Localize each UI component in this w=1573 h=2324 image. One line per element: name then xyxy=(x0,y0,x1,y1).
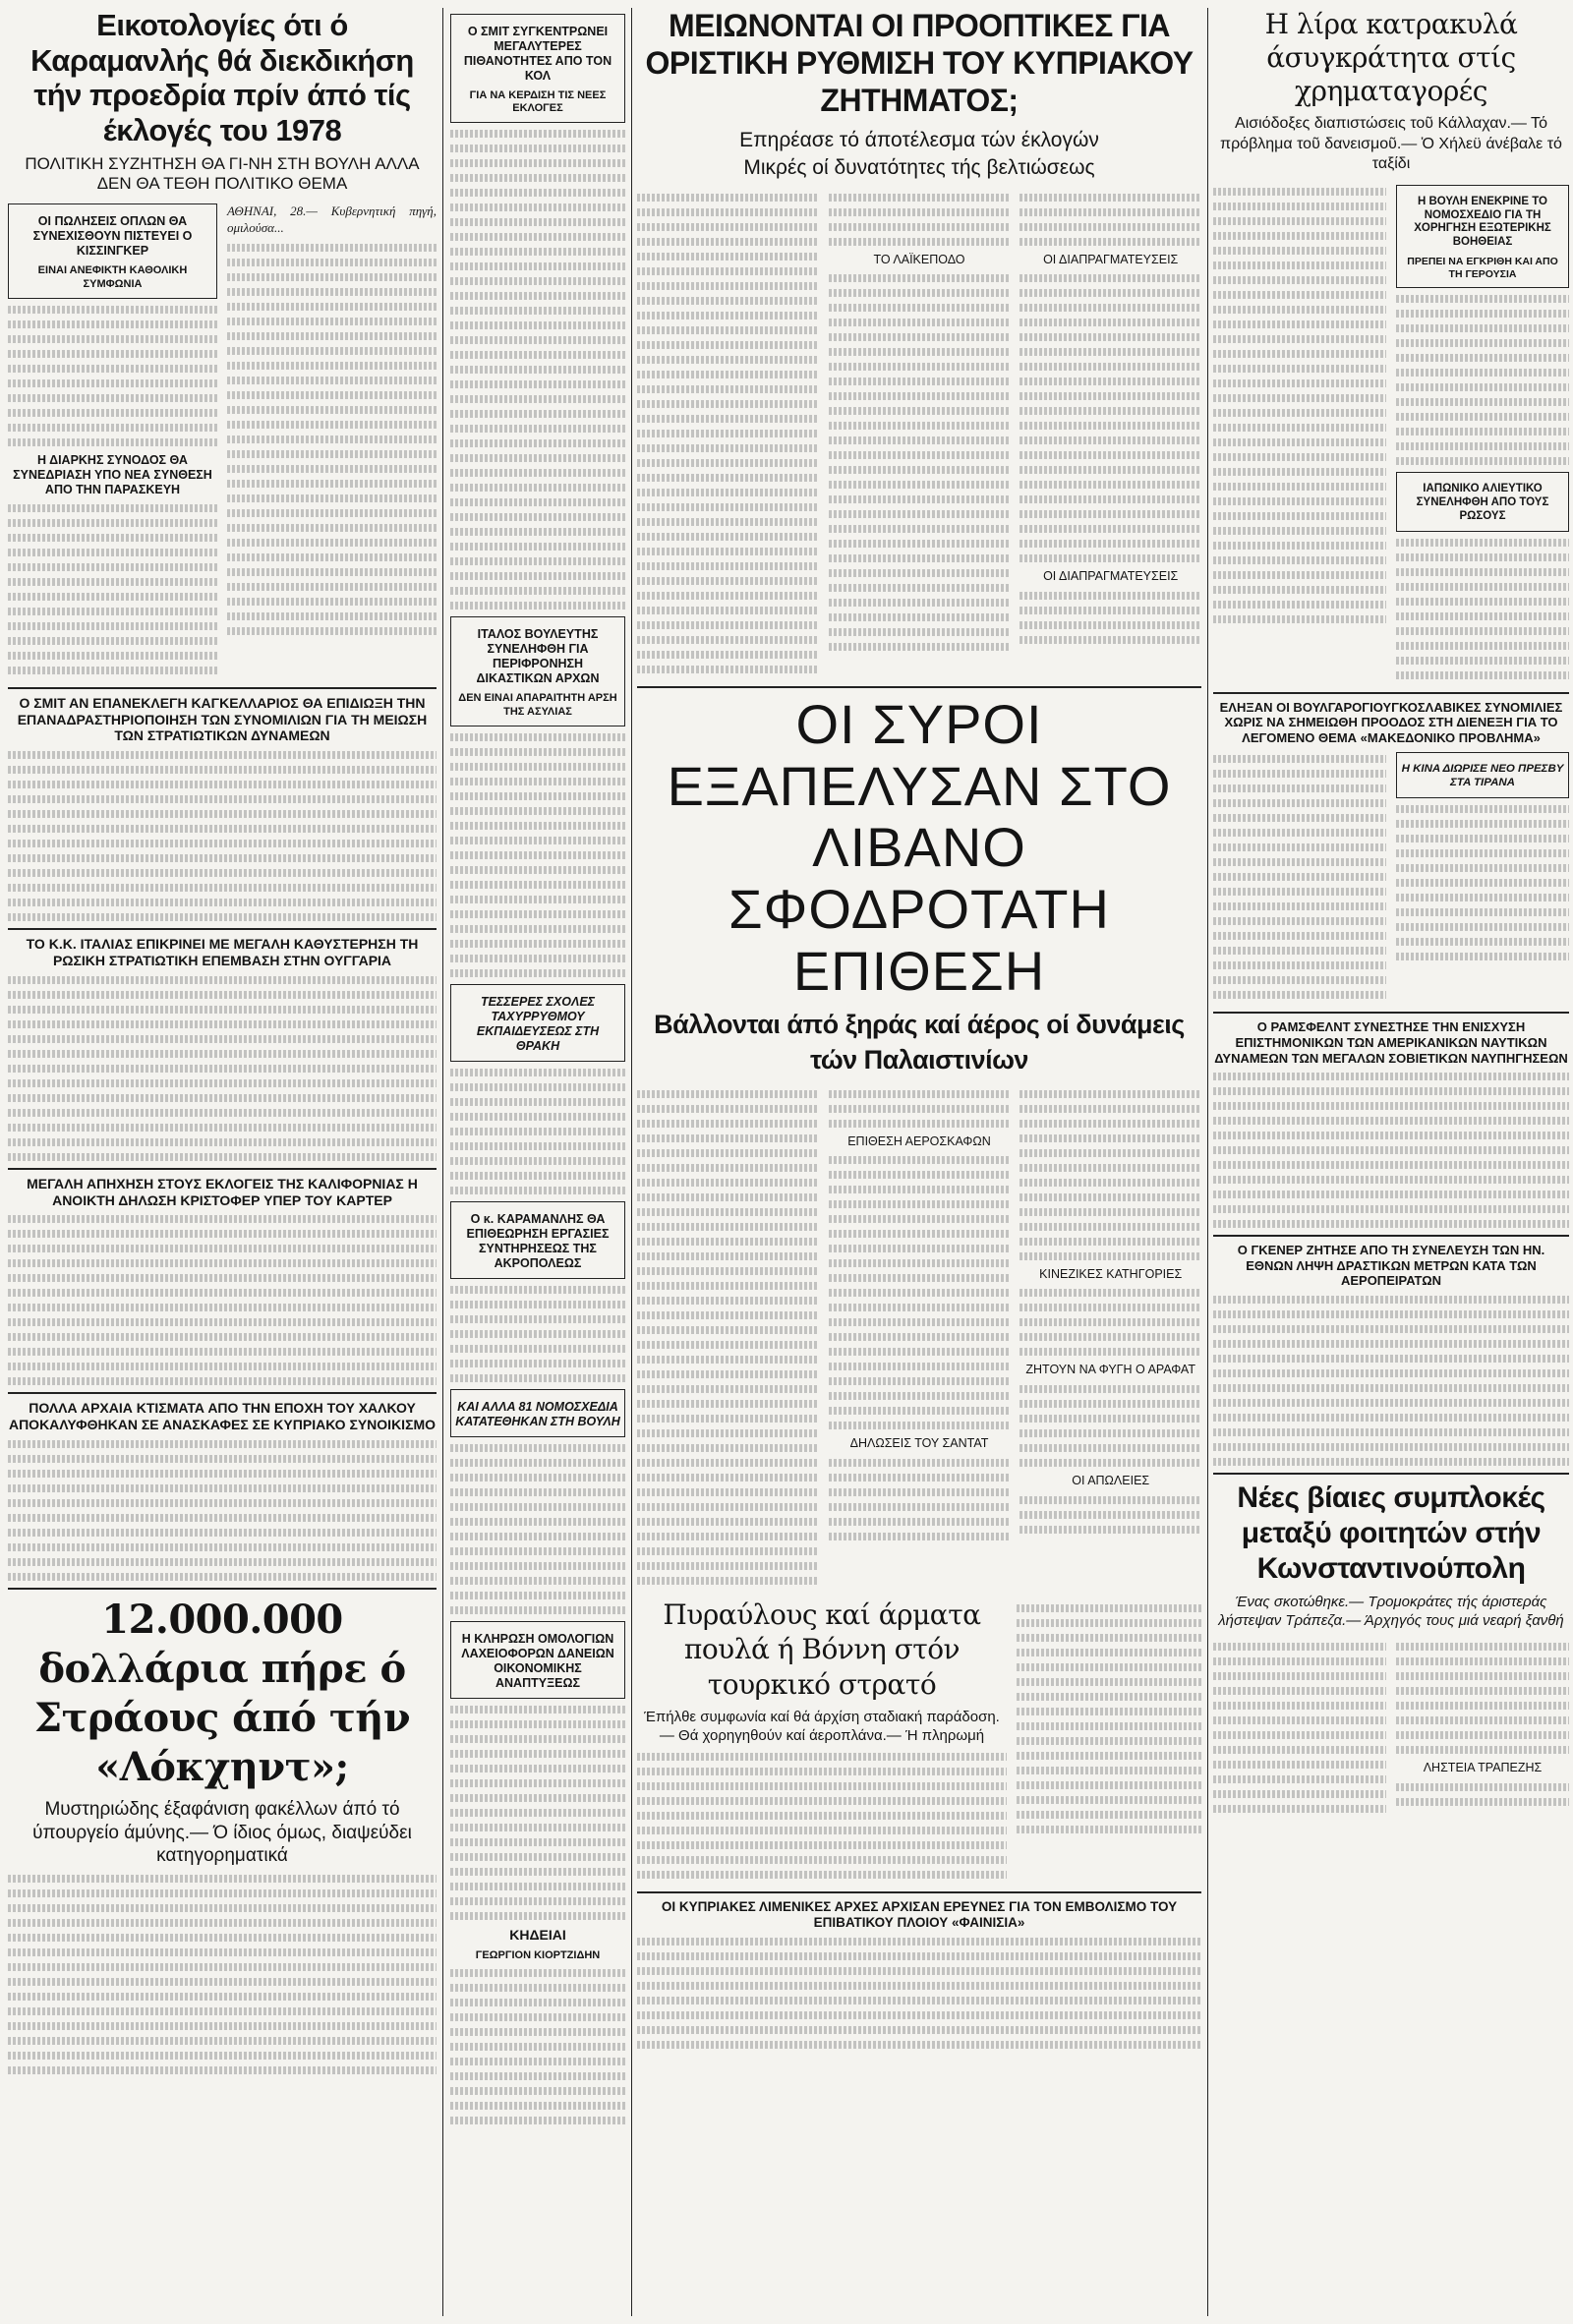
column-rule xyxy=(631,8,632,2316)
divider xyxy=(1213,692,1569,694)
head-rumsfeld: Ο ΡΑΜΣΦΕΛΝΤ ΣΥΝΕΣΤΗΣΕ ΤΗΝ ΕΝΙΣΧΥΣΗ ΕΠΙΣΤΗΜΟΝΙΚΩΝ ΤΩΝ ΑΜΕΡΙΚΑΝΙΚΩΝ ΝΑΥΤΙΚΩΝ ΔΥΝΑΜΕΩΝ ΤΩΝ ΜΕΓΑΛΩΝ ΣΟΒΙΕΤΙΚΩΝ ΝΑΥΠΗΓΗΣΕΩΝ xyxy=(1214,1019,1568,1066)
subhead-strauss: Μυστηριώδης έξαφάνιση φακέλλων άπό τό ύπουργείο άμύνης.— Ό ίδιος όμως, διαψεύδει κατηγορηματικά xyxy=(32,1798,412,1867)
subhead-lira: Αισιόδοξες διαπιστώσεις τοῦ Κάλλαχαν.— Τό πρόβλημα τοῦ δανεισμοῦ.— Ὁ Χήλεϋ άνέβαλε τό ταξίδι xyxy=(1220,115,1562,173)
head-negotiations-2: ΟΙ ΔΙΑΠΡΑΓΜΑΤΕΥΣΕΙΣ xyxy=(1043,569,1179,584)
text-block xyxy=(1396,805,1569,960)
text-block xyxy=(8,976,437,1161)
headline-lira: Η λίρα κατρακυλά άσυγκράτητα στίς χρηματαγορές xyxy=(1264,8,1518,108)
divider xyxy=(8,1168,437,1170)
subhead-karamanlis: ΠΟΛΙΤΙΚΗ ΣΥΖΗΤΗΣΗ ΘΑ ΓΙ-ΝΗ ΣΤΗ ΒΟΥΛΗ ΑΛΛΑ ΔΕΝ ΘΑ ΤΕΘΗ ΠΟΛΙΤΙΚΟ ΘΕΜΑ xyxy=(25,153,420,193)
column-right xyxy=(1213,0,1569,2324)
text-block xyxy=(227,244,437,635)
box-head-foreign-aid: Η ΒΟΥΛΗ ΕΝΕΚΡΙΝΕ ΤΟ ΝΟΜΟΣΧΕΔΙΟ ΓΙΑ ΤΗ ΧΟΡΗΓΗΣΗ ΕΞΩΤΕΡΙΚΗΣ ΒΟΗΘΕΙΑΣ xyxy=(1414,195,1551,249)
text-block xyxy=(450,1969,625,2124)
text-block xyxy=(1396,539,1569,679)
text-block xyxy=(637,1753,1007,1879)
text-block xyxy=(829,274,1011,651)
head-cyprus-ports: ΟΙ ΚΥΠΡΙΑΚΕΣ ΛΙΜΕΝΙΚΕΣ ΑΡΧΕΣ ΑΡΧΙΣΑΝ ΕΡΕΥΝΕΣ ΓΙΑ ΤΟΝ ΕΜΒΟΛΙΣΜΟ ΤΟΥ ΕΠΙΒΑΤΙΚΟΥ ΠΛΟΙΟΥ «ΦΑΙΝΙΣΙΑ» xyxy=(661,1898,1178,1930)
text-block xyxy=(1396,1783,1569,1806)
subhead-rockets: Έπήλθε συμφωνία καί θά άρχίση σταδιακή παράδοση.— Θά χορηγηθούν καί άεροπλάνα.— Ή πληρωμή xyxy=(644,1709,1000,1744)
column-center xyxy=(637,0,1201,2324)
head-negotiations: ΟΙ ΔΙΑΠΡΑΓΜΑΤΕΥΣΕΙΣ xyxy=(1043,252,1179,266)
text-block xyxy=(450,733,625,977)
lead-karamanlis: ΑΘΗΝΑΙ, 28.— Κυβερνητική πηγή, ομιλούσα... xyxy=(227,203,437,235)
text-block xyxy=(450,1706,625,1920)
head-sadat: ΔΗΛΩΣΕΙΣ ΤΟΥ ΣΑΝΤΑΤ xyxy=(849,1436,989,1451)
text-block xyxy=(1213,1636,1386,1820)
box-head-china: Η ΚΙΝΑ ΔΙΩΡΙΣΕ ΝΕΟ ΠΡΕΣΒΥ ΣΤΑ ΤΙΡΑΝΑ xyxy=(1401,763,1564,789)
text-block xyxy=(1213,1296,1569,1466)
subhead-cyprus-2: Μικρές οί δυνατότητες τής βελτιώσεως xyxy=(743,155,1095,179)
text-block xyxy=(8,1215,437,1385)
head-funerals: ΚΗΔΕΙΑΙ xyxy=(509,1926,566,1943)
divider xyxy=(637,686,1201,688)
text-block xyxy=(1396,295,1569,465)
headline-strauss: 12.000.000 δολλάρια πήρε ό Στράους άπό τήν «Λόκχηντ»; xyxy=(33,1596,411,1790)
text-block xyxy=(8,504,217,674)
head-yugoslav: ΕΛΗΞΑΝ ΟΙ ΒΟΥΛΓΑΡΟΓΙΟΥΓΚΟΣΛΑΒΙΚΕΣ ΣΥΝΟΜΙΛΙΕΣ ΧΩΡΙΣ ΝΑ ΣΗΜΕΙΩΘΗ ΠΡΟΟΔΟΣ ΣΤΗ ΔΙΕΝΕΞΗ ΓΙΑ ΤΟ ΛΕΓΟΜΕΝΟ ΘΕΜΑ «ΜΑΚΕΔΟΝΙΚΟ ΠΡΟΒΛΗΜΑ» xyxy=(1219,699,1563,745)
box-head-kissinger: ΟΙ ΠΩΛΗΣΕΙΣ ΟΠΛΩΝ ΘΑ ΣΥΝΕΧΙΣΘΟΥΝ ΠΙΣΤΕΥΕΙ Ο ΚΙΣΣΙΝΓΚΕΡ xyxy=(32,214,193,259)
box-sub-kissinger: ΕΙΝΑΙ ΑΝΕΦΙΚΤΗ ΚΑΘΟΛΙΚΗ ΣΥΜΦΩΝΙΑ xyxy=(37,264,188,290)
head-california: ΜΕΓΑΛΗ ΑΠΗΧΗΣΗ ΣΤΟΥΣ ΕΚΛΟΓΕΙΣ ΤΗΣ ΚΑΛΙΦΟΡΝΙΑΣ Η ΑΝΟΙΚΤΗ ΔΗΛΩΣΗ ΚΡΙΣΤΟΦΕΡ ΥΠΕΡ ΤΟΥ ΚΑΡΤΕΡ xyxy=(27,1175,418,1208)
text-block xyxy=(1213,181,1386,686)
box-sub-italy: ΔΕΝ ΕΙΝΑΙ ΑΠΑΡΑΙΤΗΤΗ ΑΡΣΗ ΤΗΣ ΑΣΥΛΙΑΣ xyxy=(458,692,617,718)
column-rule xyxy=(442,8,443,2316)
box-head-italy: ΙΤΑΛΟΣ ΒΟΥΛΕΥΤΗΣ ΣΥΝΕΛΗΦΘΗ ΓΙΑ ΠΕΡΙΦΡΟΝΗΣΗ ΔΙΚΑΣΤΙΚΩΝ ΑΡΧΩΝ xyxy=(476,627,600,686)
box-head-bills: ΚΑΙ ΑΛΛΑ 81 ΝΟΜΟΣΧΕΔΙΑ ΚΑΤΑΤΕΘΗΚΑΝ ΣΤΗ ΒΟΥΛΗ xyxy=(455,1399,620,1428)
head-bank-robbery: ΛΗΣΤΕΙΑ ΤΡΑΠΕΖΗΣ xyxy=(1423,1761,1543,1775)
head-synod: Η ΔΙΑΡΚΗΣ ΣΥΝΟΔΟΣ ΘΑ ΣΥΝΕΔΡΙΑΣΗ ΥΠΟ ΝΕΑ ΣΥΝΘΕΣΗ ΑΠΟ ΤΗΝ ΠΑΡΑΣΚΕΥΗ xyxy=(13,452,212,496)
text-block xyxy=(1020,194,1201,246)
box-head-japan: ΙΑΠΩΝΙΚΟ ΑΛΙΕΥΤΙΚΟ ΣΥΝΕΛΗΦΘΗ ΑΠΟ ΤΟΥΣ ΡΩΣΟΥΣ xyxy=(1416,483,1549,522)
subhead-cyprus-1: Επηρέασε τό άποτέλεσμα τών έκλογών xyxy=(739,129,1099,152)
text-block xyxy=(8,751,437,921)
text-block xyxy=(1020,1496,1201,1534)
text-block xyxy=(8,306,217,446)
text-block xyxy=(829,1156,1011,1429)
text-block xyxy=(450,1069,625,1194)
head-aircraft: ΕΠΙΘΕΣΗ ΑΕΡΟΣΚΑΦΩΝ xyxy=(847,1133,991,1148)
divider xyxy=(8,687,437,689)
column-rule xyxy=(1207,8,1208,2316)
head-laiko: ΤΟ ΛΑΪΚΕΠΟΔΟ xyxy=(873,252,965,266)
text-block xyxy=(450,1444,625,1614)
headline-karamanlis: Εικοτολογίες ότι ό Καραμανλής θά διεκδικήση τήν προεδρία πρίν άπό τίς έκλογές του 1978 xyxy=(30,8,414,147)
box-sub-foreign-aid: ΠΡΕΠΕΙ ΝΑ ΕΓΚΡΙΘΗ ΚΑΙ ΑΠΟ ΤΗ ΓΕΡΟΥΣΙΑ xyxy=(1407,256,1558,280)
text-block xyxy=(1020,1090,1201,1260)
divider xyxy=(8,928,437,930)
box-head-schools: ΤΕΣΣΕΡΕΣ ΣΧΟΛΕΣ ΤΑΧΥΡΡΥΘΜΟΥ ΕΚΠΑΙΔΕΥΣΕΩΣ ΣΤΗ ΘΡΑΚΗ xyxy=(476,994,600,1053)
box-head-acropolis: Ο κ. ΚΑΡΑΜΑΝΛΗΣ ΘΑ ΕΠΙΘΕΩΡΗΣΗ ΕΡΓΑΣΙΕΣ ΣΥΝΤΗΡΗΣΕΩΣ ΤΗΣ ΑΚΡΟΠΟΛΕΩΣ xyxy=(466,1211,610,1270)
text-block xyxy=(450,1286,625,1382)
headline-istanbul: Νέες βίαιες συμπλοκές μεταξύ φοιτητών στήν Κωνσταντινούπολη xyxy=(1237,1481,1545,1585)
head-schmidt: Ο ΣΜΙΤ ΑΝ ΕΠΑΝΕΚΛΕΓΗ ΚΑΓΚΕΛΛΑΡΙΟΣ ΘΑ ΕΠΙΔΙΩΞΗ ΤΗΝ ΕΠΑΝΑΔΡΑΣΤΗΡΙΟΠΟΙΗΣΗ ΤΩΝ ΣΥΝΟΜΙΛΙΩΝ ΓΙΑ ΤΗ ΜΕΙΩΣΗ ΤΩΝ ΣΤΡΑΤΙΩΤΙΚΩΝ ΔΥΝΑΜΕΩΝ xyxy=(17,694,428,744)
text-block xyxy=(829,194,1011,246)
divider xyxy=(1213,1473,1569,1475)
subhead-istanbul: Ένας σκοτώθηκε.— Τρομοκράτες τής άριστεράς λήστεψαν Τράπεζα.— Άρχηγός τους μιά νεαρή ξανθή xyxy=(1218,1593,1564,1630)
text-block xyxy=(1020,592,1201,644)
headline-syria: ΟΙ ΣΥΡΟΙ ΕΞΑΠΕΛΥΣΑΝ ΣΤΟ ΛΙΒΑΝΟ ΣΦΟΔΡΟΤΑΤΗ ΕΠΙΘΕΣΗ xyxy=(667,692,1172,1002)
text-block xyxy=(637,1090,819,1585)
head-kke-italy: ΤΟ Κ.Κ. ΙΤΑΛΙΑΣ ΕΠΙΚΡΙΝΕΙ ΜΕ ΜΕΓΑΛΗ ΚΑΘΥΣΤΕΡΗΣΗ ΤΗ ΡΩΣΙΚΗ ΣΤΡΑΤΙΩΤΙΚΗ ΕΠΕΜΒΑΣΗ ΣΤΗΝ ΟΥΓΓΑΡΙΑ xyxy=(26,936,419,968)
text-block xyxy=(450,130,625,610)
head-cyprus-ruins: ΠΟΛΛΑ ΑΡΧΑΙΑ ΚΤΙΣΜΑΤΑ ΑΠΟ ΤΗΝ ΕΠΟΧΗ ΤΟΥ ΧΑΛΚΟΥ ΑΠΟΚΑΛΥΦΘΗΚΑΝ ΣΕ ΑΝΑΣΚΑΦΕΣ ΣΕ ΚΥΠΡΙΑΚΟ ΣΥΝΟΙΚΙΣΜΟ xyxy=(8,1400,437,1433)
headline-cyprus: ΜΕΙΩΝΟΝΤΑΙ ΟΙ ΠΡΟΟΠΤΙΚΕΣ ΓΙΑ ΟΡΙΣΤΙΚΗ ΡΥΘΜΙΣΗ ΤΟΥ ΚΥΠΡΙΑΚΟΥ ΖΗΤΗΜΑΤΟΣ; xyxy=(645,8,1194,118)
text-block xyxy=(1213,1073,1569,1228)
column-left xyxy=(8,0,437,2324)
divider xyxy=(8,1588,437,1590)
text-block xyxy=(637,1938,1201,2049)
text-block xyxy=(8,1440,437,1581)
box-head-schmidt-kohl: Ο ΣΜΙΤ ΣΥΓΚΕΝΤΡΩΝΕΙ ΜΕΓΑΛΥΤΕΡΕΣ ΠΙΘΑΝΟΤΗΤΕΣ ΑΠΟ ΤΟΝ ΚΟΛ xyxy=(463,25,612,83)
text-block xyxy=(1020,274,1201,562)
text-block xyxy=(829,1090,1011,1128)
text-block xyxy=(829,1459,1011,1540)
divider xyxy=(8,1392,437,1394)
box-sub-schmidt-kohl: ΓΙΑ ΝΑ ΚΕΡΔΙΣΗ ΤΙΣ ΝΕΕΣ ΕΚΛΟΓΕΣ xyxy=(469,89,607,115)
subhead-syria: Βάλλονται άπό ξηράς καί άέρος οί δυνάμεις τών Παλαιστινίων xyxy=(654,1010,1185,1075)
funeral-name: ΓΕΩΡΓΙΟΝ ΚΙΟΡΤΖΙΔΗΝ xyxy=(475,1948,601,1961)
text-block xyxy=(1020,1289,1201,1356)
column-second xyxy=(450,0,625,2324)
text-block xyxy=(1017,1604,1201,1833)
text-block xyxy=(1396,1643,1569,1754)
head-losses: ΟΙ ΑΠΩΛΕΙΕΣ xyxy=(1072,1473,1150,1487)
text-block xyxy=(1213,748,1386,1006)
divider xyxy=(637,1891,1201,1893)
box-head-bonds: Η ΚΛΗΡΩΣΗ ΟΜΟΛΟΓΙΩΝ ΛΑΧΕΙΟΦΟΡΩΝ ΔΑΝΕΙΩΝ ΟΙΚΟΝΟΜΙΚΗΣ ΑΝΑΠΤΥΞΕΩΣ xyxy=(461,1631,614,1690)
head-arafat: ΖΗΤΟΥΝ ΝΑ ΦΥΓΗ Ο ΑΡΑΦΑΤ xyxy=(1025,1363,1195,1377)
head-chinese: ΚΙΝΕΖΙΚΕΣ ΚΑΤΗΓΟΡΙΕΣ xyxy=(1039,1266,1183,1281)
divider xyxy=(1213,1012,1569,1014)
headline-rockets: Πυραύλους καί άρματα πουλά ή Βόννη στόν τουρκικό στρατό xyxy=(663,1598,981,1702)
text-block xyxy=(637,187,819,680)
divider xyxy=(1213,1235,1569,1237)
head-geneva: Ο ΓΚΕΝΕΡ ΖΗΤΗΣΕ ΑΠΟ ΤΗ ΣΥΝΕΛΕΥΣΗ ΤΩΝ ΗΝ. ΕΘΝΩΝ ΛΗΨΗ ΔΡΑΣΤΙΚΩΝ ΜΕΤΡΩΝ ΚΑΤΑ ΤΩΝ ΑΕΡΟΠΕΙΡΑΤΩΝ xyxy=(1237,1243,1545,1289)
text-block xyxy=(8,1875,437,2074)
text-block xyxy=(1020,1385,1201,1467)
